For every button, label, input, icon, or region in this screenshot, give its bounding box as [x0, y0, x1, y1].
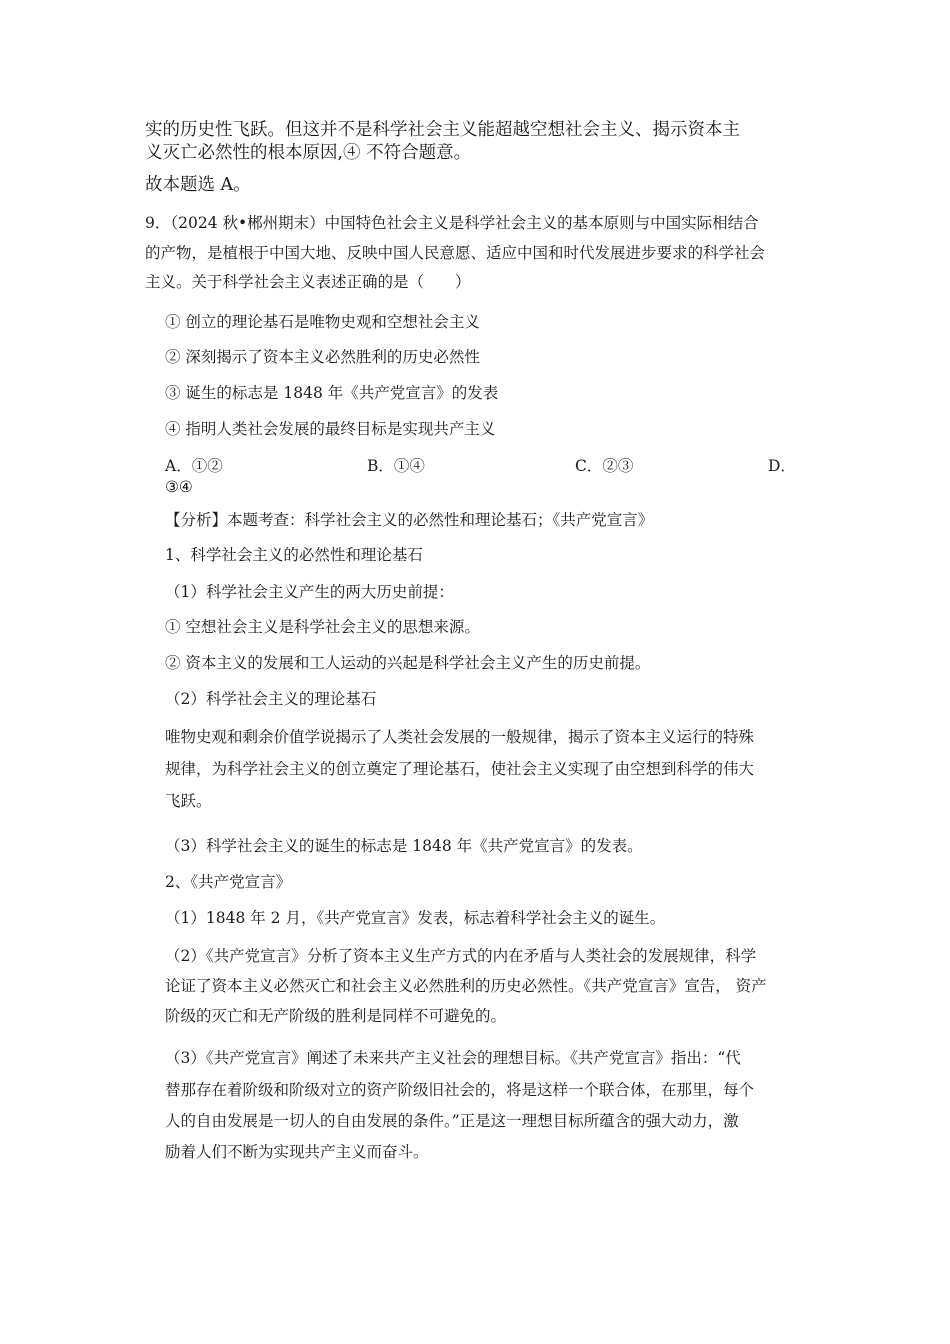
statement-item: ④ 指明人类社会发展的最终目标是实现共产主义 [165, 420, 496, 438]
prev-analysis-line: 义灭亡必然性的根本原因,④ 不符合题意。 [145, 143, 472, 163]
question-stem-line: 的产物，是植根于中国大地、反映中国人民意愿、适应中国和时代发展进步要求的科学社会 [145, 244, 766, 262]
paragraph-line: 阶级的灭亡和无产阶级的胜利是同样不可避免的。 [165, 1007, 507, 1025]
paragraph-line: 规律，为科学社会主义的创立奠定了理论基石，使社会主义实现了由空想到科学的伟大 [165, 760, 755, 778]
paragraph-line: 人的自由发展是一切人的自由发展的条件。”正是这一理想目标所蕴含的强大动力，激 [165, 1112, 739, 1130]
prev-answer-conclusion: 故本题选 A。 [145, 175, 251, 195]
section-title: 1、科学社会主义的必然性和理论基石 [165, 546, 423, 564]
paragraph-line: （2）《共产党宣言》分析了资本主义生产方式的内在矛盾与人类社会的发展规律，科学 [165, 947, 757, 965]
option-c: C．②③ [575, 457, 634, 475]
section-title: 2、《共产党宣言》 [165, 873, 292, 891]
analysis-heading: 【分析】本题考查：科学社会主义的必然性和理论基石；《共产党宣言》 [165, 511, 654, 529]
analysis-item: （3）科学社会主义的诞生的标志是 1848 年《共产党宣言》的发表。 [165, 837, 643, 855]
option-b: B．①④ [367, 457, 425, 475]
paragraph-line: 励着人们不断为实现共产主义而奋斗。 [165, 1143, 429, 1161]
question-stem-line: 9．（2024 秋•郴州期末）中国特色社会主义是科学社会主义的基本原则与中国实际相结合 [145, 214, 759, 232]
paragraph-line: 飞跃。 [165, 792, 212, 810]
paragraph-line: 替那存在着阶级和阶级对立的资产阶级旧社会的，将是这样一个联合体，在那里，每个 [165, 1081, 755, 1099]
subsection-title: （2）科学社会主义的理论基石 [165, 690, 377, 708]
analysis-item: ① 空想社会主义是科学社会主义的思想来源。 [165, 618, 480, 636]
statement-item: ③ 诞生的标志是 1848 年《共产党宣言》的发表 [165, 384, 499, 402]
option-a: A．①② [165, 457, 223, 475]
prev-analysis-line: 实的历史性飞跃。但这并不是科学社会主义能超越空想社会主义、揭示资本主 [145, 120, 740, 140]
question-stem-line: 主义。关于科学社会主义表述正确的是（ ） [145, 273, 471, 291]
analysis-item: ② 资本主义的发展和工人运动的兴起是科学社会主义产生的历史前提。 [165, 654, 651, 672]
subsection-title: （1）科学社会主义产生的两大历史前提： [165, 583, 454, 601]
paragraph-line: 唯物史观和剩余价值学说揭示了人类社会发展的一般规律，揭示了资本主义运行的特殊 [165, 728, 755, 746]
option-d-continued: ③④ [165, 478, 193, 496]
paragraph-line: （3）《共产党宣言》阐述了未来共产主义社会的理想目标。《共产党宣言》指出：“代 [165, 1049, 741, 1067]
analysis-item: （1）1848 年 2 月，《共产党宣言》发表，标志着科学社会主义的诞生。 [165, 909, 666, 927]
paragraph-line: 论证了资本主义必然灭亡和社会主义必然胜利的历史必然性。《共产党宣言》宣告， 资产 [165, 977, 767, 995]
option-d: D． [768, 457, 796, 475]
statement-item: ② 深刻揭示了资本主义必然胜利的历史必然性 [165, 348, 480, 366]
statement-item: ① 创立的理论基石是唯物史观和空想社会主义 [165, 313, 480, 331]
